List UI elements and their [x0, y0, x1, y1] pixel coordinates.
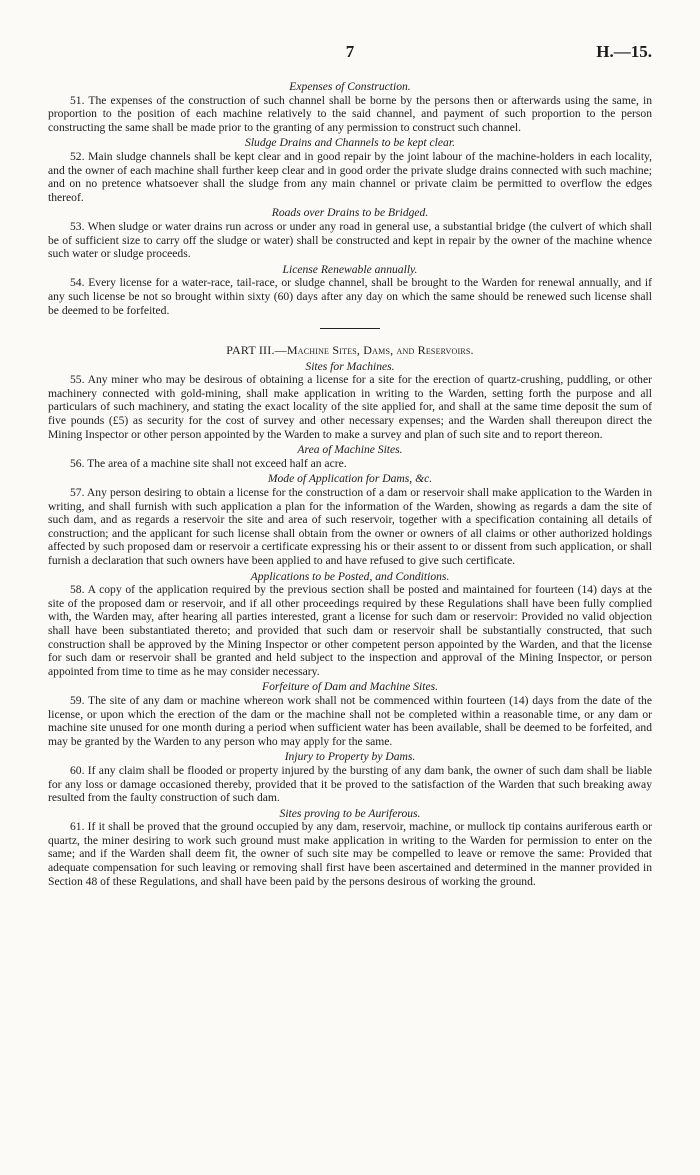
- section-heading: Area of Machine Sites.: [297, 443, 403, 457]
- document-reference: H.—15.: [596, 42, 652, 61]
- section-paragraph: 58. A copy of the application required by the previous section shall be posted and maintained for fourteen (14) days at the site of the proposed dam or reservoir, and if all other proceedings required by these Regulations shall have been fully complied with, the Warden may, after hearing all parties interested, grant a license for such dam or reservoir: Provided no valid objection shall have been substantiated thereto; and provided that such dam or reservoir shall be substantially constructed, that such construction shall be approved by the Mining Inspector or other competent person appointed by the Warden, and that the license for such dam or reservoir shall be granted and held subject to the inspection and approval of the Mining Inspector, or person appointed from time to time as he may consider necessary.: [48, 583, 652, 678]
- section-divider: [320, 328, 380, 329]
- section-heading: Expenses of Construction.: [289, 80, 411, 93]
- part-name: Machine Sites, Dams, and Reservoirs.: [286, 343, 474, 358]
- section-paragraph: 55. Any miner who may be desirous of obtaining a license for a site for the erection of quartz-crushing, puddling, or other machinery connected with gold-mining, shall make application in writing to the Warden, setting forth the purpose and all particulars of such machinery, and stating the exact locality of the site applied for, and shall at the same time deposit the sum of five pounds (£5) as security for the cost of survey and other necessary expenses; and the Warden shall thereupon direct the Mining Inspector or other person appointed by the Warden to make a survey and plan of such site and to report thereon.: [48, 373, 652, 441]
- page-body: [48, 78, 652, 888]
- section-heading: Forfeiture of Dam and Machine Sites.: [261, 680, 439, 694]
- section-heading: Sludge Drains and Channels to be kept clear.: [245, 136, 455, 150]
- section-heading: Sites proving to be Auriferous.: [279, 806, 421, 820]
- part-title: [48, 344, 652, 358]
- section-paragraph: 52. Main sludge channels shall be kept clear and in good repair by the joint labour of the machine-holders in each locality, and the owner of each machine shall further keep clear and in good order the private sludge drains connected with such machine; and on no pretence whatsoever shall the sludge from any main channel or private claim be permitted to overflow the edges thereof.: [48, 149, 652, 204]
- section-paragraph: 53. When sludge or water drains run across or under any road in general use, a substantial bridge (the culvert of which shall be of sufficient size to carry off the sludge or water) shall be constructed and kept in repair by the owner of the machine whence such water or sludge proceeds.: [48, 219, 652, 261]
- page-number: 7: [345, 42, 355, 61]
- section-paragraph: 61. If it shall be proved that the ground occupied by any dam, reservoir, machine, or mullock tip contains auriferous earth or quartz, the miner desiring to work such ground must make application in writing to the Warden for permission to enter on the same; and if the Warden shall deem fit, the owner of such site may be compelled to leave or remove the same: Provided that adequate compensation for such leaving or removing shall first have been ascertained and determined in the manner provided in Section 48 of these Regulations, and shall have been paid by the persons desirous of working the ground.: [48, 820, 652, 888]
- section-heading: Mode of Application for Dams, &c.: [267, 472, 433, 486]
- section-heading: Sites for Machines.: [305, 359, 395, 373]
- part-label: PART III.—: [226, 343, 287, 358]
- section-paragraph: 57. Any person desiring to obtain a license for the construction of a dam or reservoir shall make application to the Warden in writing, and shall furnish with such application a plan for the information of the Warden, showing as regards a dam the site of such dam, and as regards a reservoir the site and area of such reservoir, together with a specification containing all details of construction; and the applicant for such license shall obtain from the owner or owners of all claims or other authorized holdings affected by such proposed dam or reservoir a certificate expressing his or their assent to or dissent from such application, or shall furnish a declaration that such owners have been applied to and have refused to give such certificate.: [48, 486, 652, 567]
- section-heading: License Renewable annually.: [282, 262, 418, 276]
- section-paragraph: 51. The expenses of the construction of such channel shall be borne by the persons then or afterwards using the same, in proportion to the position of each machine relatively to the said channel, and payment of such proportion to the person constructing the same shall be made prior to the granting of any permission to construct such channel.: [48, 93, 652, 134]
- section-paragraph: 56. The area of a machine site shall not exceed half an acre.: [70, 456, 347, 470]
- section-paragraph: 60. If any claim shall be flooded or property injured by the bursting of any dam bank, the owner of such dam shall be liable for any loss or damage occasioned thereby, provided that it be proved to the satisfaction of the Warden that such breaking away resulted from the faulty construction of such dam.: [48, 763, 652, 805]
- section-heading: Roads over Drains to be Bridged.: [271, 206, 429, 220]
- section-heading: Applications to be Posted, and Conditions.: [250, 569, 450, 583]
- section-paragraph: 59. The site of any dam or machine whereon work shall not be commenced within fourteen (14) days from the date of the license, or upon which the erection of the dam or the machine shall not be completed within a reasonable time, or any dam or machine site unused for one month during a period when sufficient water has been available, shall be deemed to be forfeited, and may be granted by the Warden to any person who may apply for the same.: [48, 693, 652, 748]
- section-paragraph: 54. Every license for a water-race, tail-race, or sludge channel, shall be brought to the Warden for renewal annually, and if any such license be not so brought within sixty (60) days after any day on which the same should be renewed such license shall be deemed to be forfeited.: [48, 276, 652, 317]
- section-heading: Injury to Property by Dams.: [284, 750, 416, 764]
